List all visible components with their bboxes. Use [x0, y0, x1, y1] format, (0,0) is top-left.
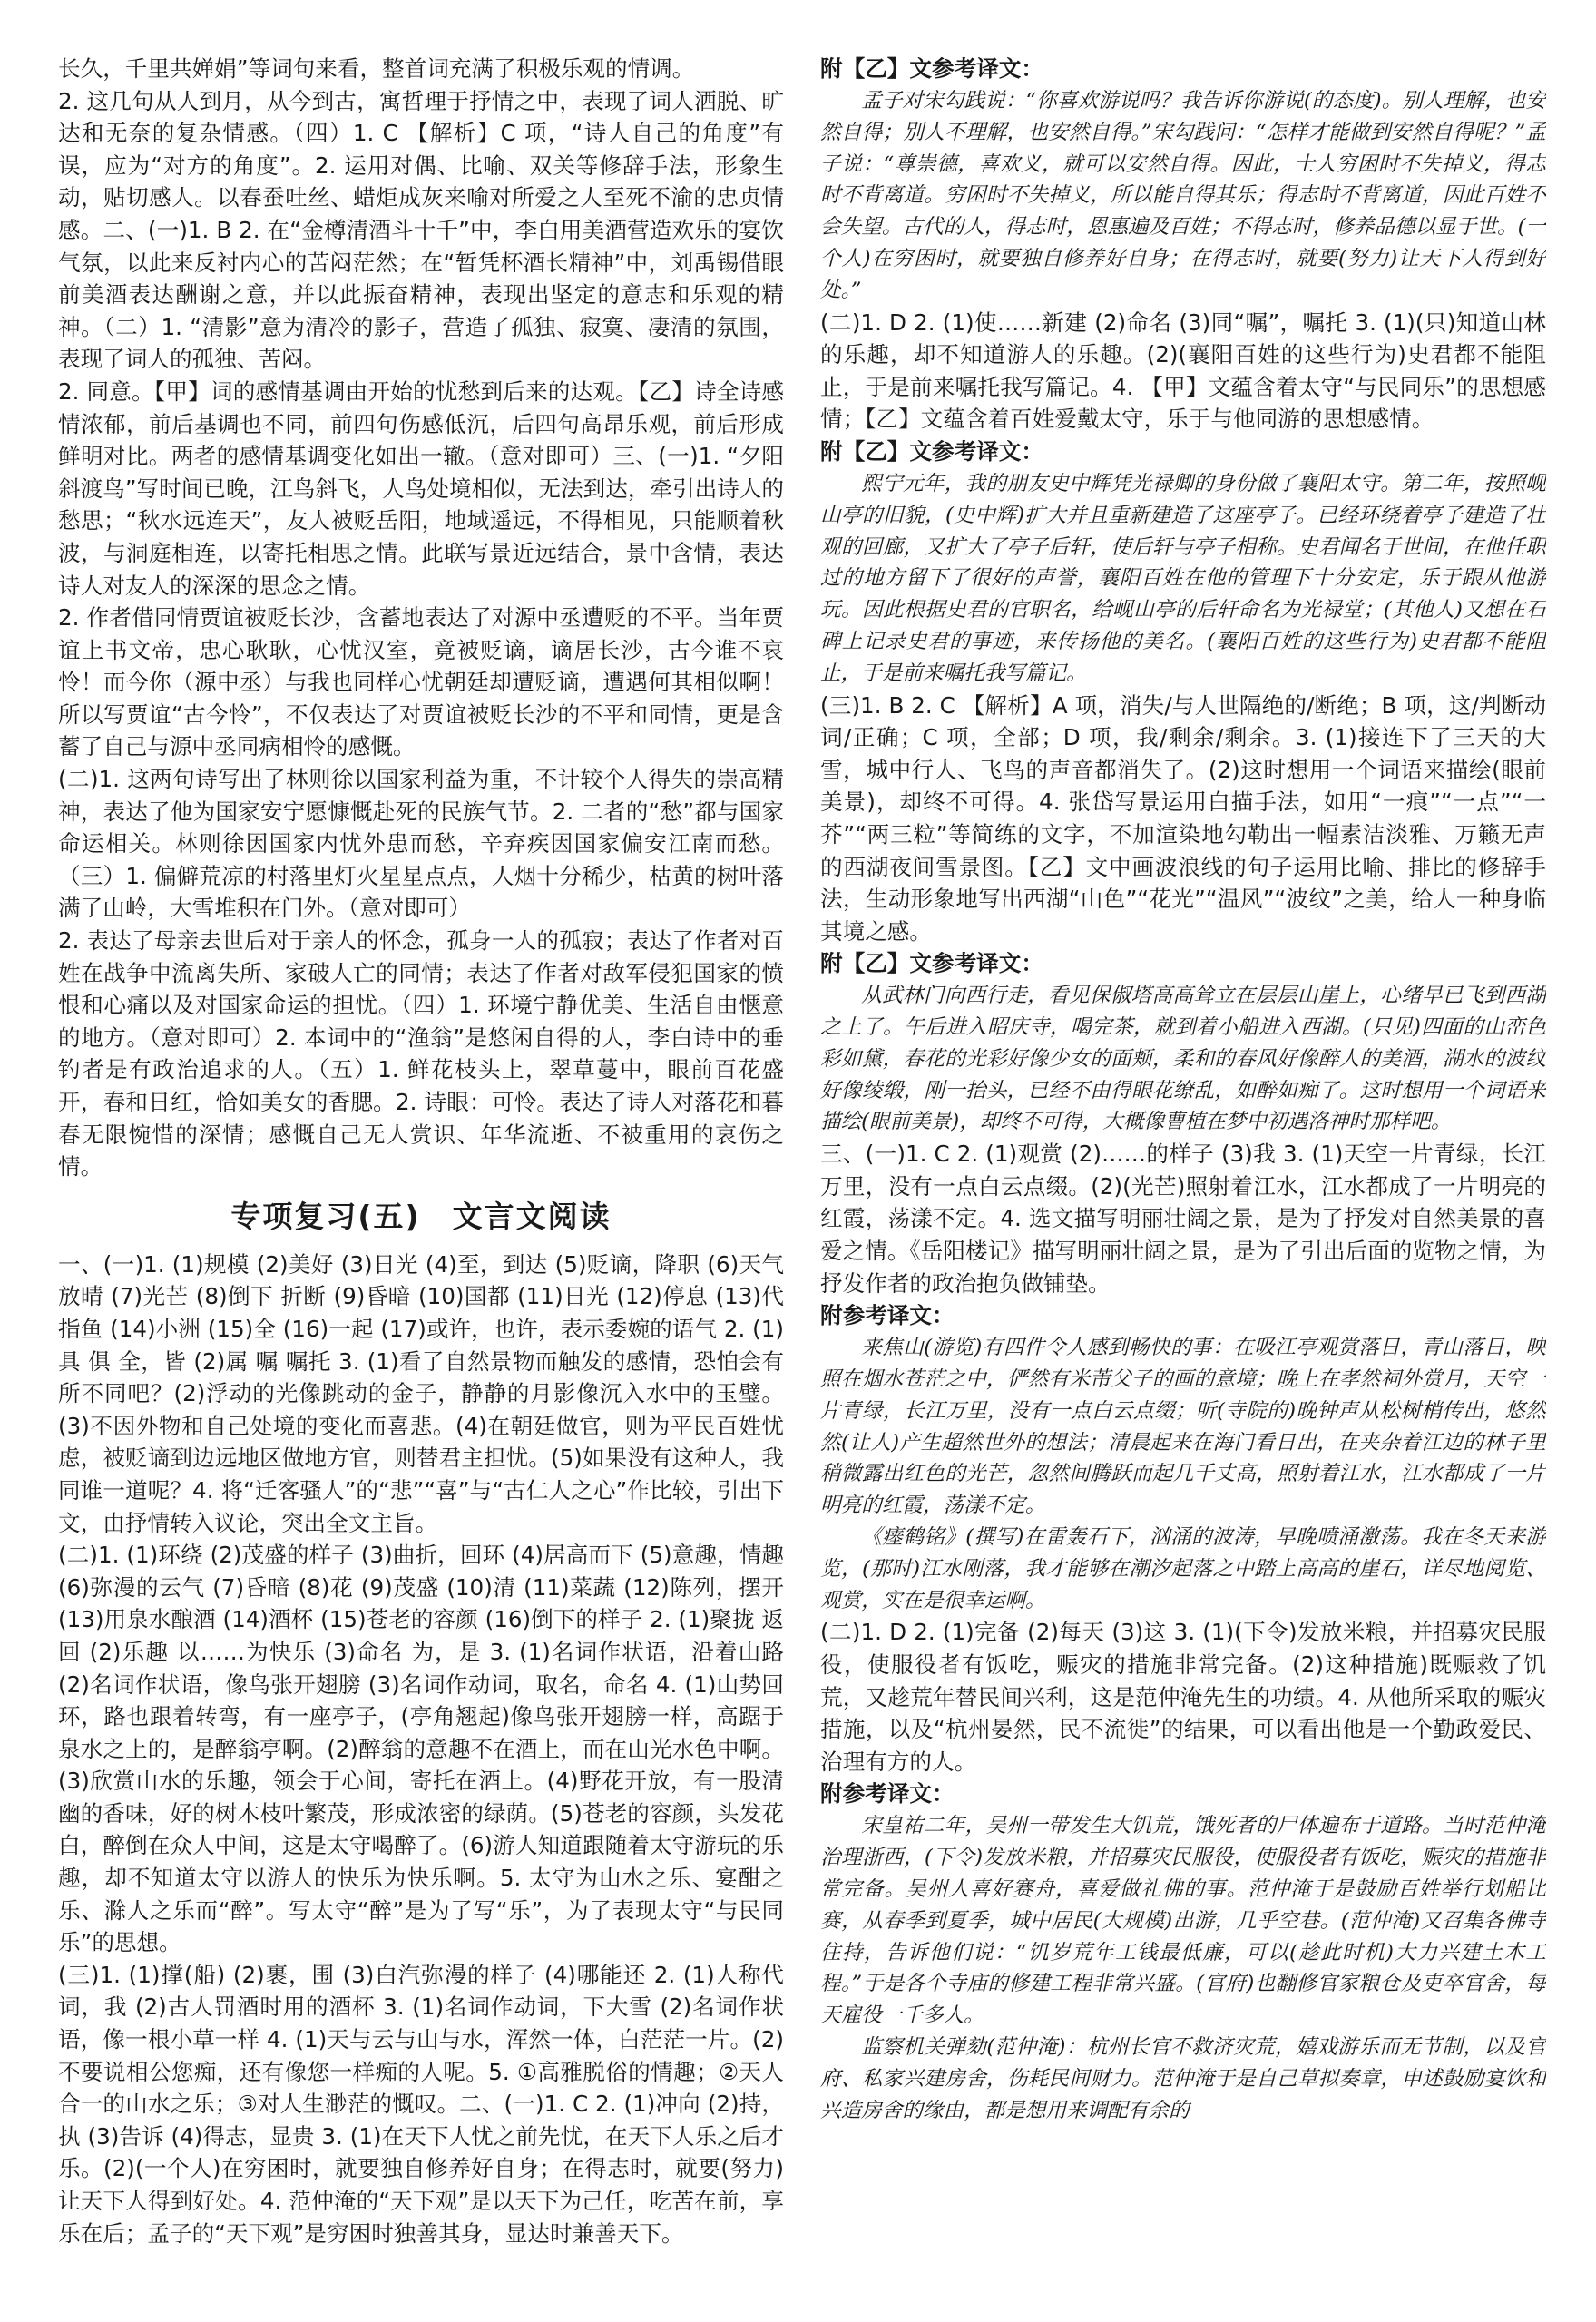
translation-label: 附参考译文：	[820, 1302, 955, 1329]
left-column	[58, 53, 784, 2303]
translation-paragraph: 熙宁元年，我的朋友史中辉凭光禄卿的身份做了襄阳太守。第二年，按照岘山亭的旧貌，(史中辉)扩大并且重新建造了这座亭子。已经环绕着亭子建造了壮观的回廊，又扩大了亭子后轩，使后轩与亭子相称。史君闻名于世间，在他任职过的地方留下了很好的声誉，襄阳百姓在他的管理下十分安定，乐于跟从他游玩。因此根据史君的官职名，给岘山亭的后轩命名为光禄堂；(其他人)又想在石碑上记录史君的事迹，来传扬他的美名。(襄阳百姓的这些行为)史君都不能阻止，于是前来嘱托我写篇记。	[820, 471, 1546, 685]
translation-label: 附【乙】文参考译文：	[820, 437, 1043, 465]
answer-paragraph: 2. 同意。【甲】词的感情基调由开始的忧愁到后来的达观。【乙】诗全诗感情浓郁，前后基调也不同，前四句伤感低沉，后四句高昂乐观，前后形成鲜明对比。两者的感情基调变化如出一辙。（意对即可）三、(一)1. “夕阳斜渡鸟”写时间已晚，江鸟斜飞，人鸟处境相似，无法到达，牵引出诗人的愁思；“秋水远连天”，友人被贬岳阳，地域遥远，不得相见，只能顺着秋波，与洞庭相连，以寄托相思之情。此联写景近远结合，景中含情，表达诗人对友人的深深的思念之情。	[58, 377, 784, 599]
answer-paragraph: 三、(一)1. C 2. (1)观赏 (2)……的样子 (3)我 3. (1)天空一片青绿，长江万里，没有一点白云点缀。(2)(光芒)照射着江水，江水都成了一片明亮的红霞，荡漾不定。4. 选文描写明丽壮阔之景，是为了抒发对自然美景的喜爱之情。《岳阳楼记》描写明丽壮阔之景，是为了引出后面的览物之情，为抒发作者的政治抱负做铺垫。	[820, 1141, 1546, 1297]
answer-paragraph: (二)1. (1)环绕 (2)茂盛的样子 (3)曲折，回环 (4)居高而下 (5)意趣，情趣 (6)弥漫的云气 (7)昏暗 (8)花 (9)茂盛 (10)清 (11)菜蔬 (12)陈列，摆开 (13)用泉水酿酒 (14)酒杯 (15)苍老的容颜 (16)倒下的样子 2. (1)聚拢 返回 (2)乐趣 以……为快乐 (3)命名 为，是 3. (1)名词作状语，沿着山路 (2)名词作状语，像鸟张开翅膀 (3)名词作动词，取名，命名 4. (1)山势回环，路也跟着转弯，有一座亭子，(亭角翘起)像鸟张开翅膀一样，高踞于泉水之上的，是醉翁亭啊。(2)醉翁的意趣不在酒上，而在山光水色中啊。(3)欣赏山水的乐趣，领会于心间，寄托在酒上。(4)野花开放，有一股清幽的香味，好的树木枝叶繁茂，形成浓密的绿荫。(5)苍老的容颜，头发花白，醉倒在众人中间，这是太守喝醉了。(6)游人知道跟随着太守游玩的乐趣，却不知道太守以游人的快乐为快乐啊。5. 太守为山水之乐、宴酣之乐、滁人之乐而“醉”。写太守“醉”是为了写“乐”，为了表现太守“与民同乐”的思想。	[58, 1542, 784, 1956]
translation-label: 附【乙】文参考译文：	[820, 55, 1043, 82]
section-title: 专项复习(五) 文言文阅读	[230, 1198, 612, 1234]
answer-paragraph: 2. 表达了母亲去世后对于亲人的怀念，孤身一人的孤寂；表达了作者对百姓在战争中流离失所、家破人亡的同情；表达了作者对敌军侵犯国家的愤恨和心痛以及对国家命运的担忧。（四）1. 环境宁静优美、生活自由惬意的地方。（意对即可）2. 本词中的“渔翁”是悠闲自得的人，李白诗中的垂钓者是有政治追求的人。（五）1. 鲜花枝头上，翠草蔓中，眼前百花盛开，春和日红，恰如美女的香腮。2. 诗眼：可怜。表达了诗人对落花和暮春无限惋惜的深情；感慨自己无人赏识、年华流逝、不被重用的哀伤之情。	[58, 927, 784, 1181]
translation-label: 附参考译文：	[820, 1780, 955, 1808]
answer-paragraph: 2. 这几句从人到月，从今到古，寓哲理于抒情之中，表现了词人洒脱、旷达和无奈的复杂情感。（四）1. C 【解析】C 项，“诗人自己的角度”有误，应为“对方的角度”。2. 运用对偶、比喻、双关等修辞手法，形象生动，贴切感人。以春蚕吐丝、蜡炬成灰来喻对所爱之人至死不渝的忠贞情感。二、(一)1. B 2. 在“金樽清酒斗十千”中，李白用美酒营造欢乐的宴饮气氛，以此来反衬内心的苦闷茫然；在“暂凭杯酒长精神”中，刘禹锡借眼前美酒表达酬谢之意，并以此振奋精神，表现出坚定的意志和乐观的精神。（二）1. “清影”意为清冷的影子，营造了孤独、寂寞、凄清的氛围，表现了词人的孤独、苦闷。	[58, 87, 784, 373]
right-column	[820, 53, 1546, 2303]
answer-paragraph: (二)1. D 2. (1)使……新建 (2)命名 (3)同“嘱”，嘱托 3. (1)(只)知道山林的乐趣，却不知道游人的乐趣。(2)(襄阳百姓的这些行为)史君都不能阻止，于是前来嘱托我写篇记。4. 【甲】文蕴含着太守“与民同乐”的思想感情；【乙】文蕴含着百姓爱戴太守，乐于与他同游的思想感情。	[820, 309, 1546, 433]
translation-label: 附【乙】文参考译文：	[820, 950, 1043, 977]
translation-paragraph: 来焦山(游览)有四件令人感到畅快的事：在吸江亭观赏落日，青山落日，映照在烟水苍茫之中，俨然有米芾父子的画的意境；晚上在孝然祠外赏月，天空一片青绿，长江万里，没有一点白云点缀；听(寺院的)晚钟声从松树梢传出，悠然然(让人)产生超然世外的想法；清晨起来在海门看日出，在夹杂着江边的林子里稍微露出红色的光芒，忽然间腾跃而起几千丈高，照射着江水，江水都成了一片明亮的红霞，荡漾不定。	[820, 1336, 1546, 1518]
translation-paragraph: 监察机关弹劾(范仲淹)：杭州长官不救济灾荒，嬉戏游乐而无节制，以及官府、私家兴建房舍，伤耗民间财力。范仲淹于是自己草拟奏章，申述鼓励宴饮和兴造房舍的缘由，都是想用来调配有余的	[820, 2034, 1546, 2122]
answer-paragraph: 长久，千里共婵娟”等词句来看，整首词充满了积极乐观的情调。	[58, 55, 695, 82]
translation-paragraph: 从武林门向西行走，看见保俶塔高高耸立在层层山崖上，心绪早已飞到西湖之上了。午后进入昭庆寺，喝完茶，就到着小船进入西湖。(只见)四面的山峦色彩如黛，春花的光彩好像少女的面颊，柔和的春风好像醉人的美酒，湖水的波纹好像绫缎，刚一抬头，已经不由得眼花缭乱，如醉如痴了。这时想用一个词语来描绘(眼前美景)，却终不可得，大概像曹植在梦中初遇洛神时那样吧。	[820, 984, 1546, 1134]
answer-paragraph: (三)1. (1)撑(船) (2)裹，围 (3)白汽弥漫的样子 (4)哪能还 2. (1)人称代词，我 (2)古人罚酒时用的酒杯 3. (1)名词作动词，下大雪 (2)名词作状语，像一根小草一样 4. (1)天与云与山与水，浑然一体，白茫茫一片。(2)不要说相公您痴，还有像您一样痴的人呢。5. ①高雅脱俗的情趣；②天人合一的山水之乐；③对人生渺茫的慨叹。二、(一)1. C 2. (1)冲向 (2)持，执 (3)告诉 (4)得志，显贵 3. (1)在天下人忧之前先忧，在天下人乐之后才乐。(2)(一个人)在穷困时，就要独自修养好自身；在得志时，就要(努力)让天下人得到好处。4. 范仲淹的“天下观”是以天下为己任，吃苦在前，享乐在后；孟子的“天下观”是穷困时独善其身，显达时兼善天下。	[58, 1961, 784, 2247]
translation-paragraph: 《瘗鹤铭》(撰写)在雷轰石下，汹涌的波涛，早晚喷涌激荡。我在冬天来游览，(那时)江水刚落，我才能够在潮汐起落之中踏上高高的崖石，详尽地阅览、观赏，实在是很幸运啊。	[820, 1525, 1546, 1612]
answer-paragraph: (三)1. B 2. C 【解析】A 项，消失/与人世隔绝的/断绝；B 项，这/判断动词/正确；C 项，全部；D 项，我/剩余/剩余。3. (1)接连下了三天的大雪，城中行人、飞鸟的声音都消失了。(2)这时想用一个词语来描绘(眼前美景)，却终不可得。4. 张岱写景运用白描手法，如用“一痕”“一点”“一芥”“两三粒”等简练的文字，不加渲染地勾勒出一幅素洁淡雅、万籁无声的西湖夜间雪景图。【乙】文中画波浪线的句子运用比喻、排比的修辞手法，生动形象地写出西湖“山色”“花光”“温风”“波纹”之美，给人一种身临其境之感。	[820, 691, 1546, 945]
answer-paragraph: 一、(一)1. (1)规模 (2)美好 (3)日光 (4)至，到达 (5)贬谪，降职 (6)天气放晴 (7)光芒 (8)倒下 折断 (9)昏暗 (10)国都 (11)日光 (12)停息 (13)代指鱼 (14)小洲 (15)全 (16)一起 (17)或许，也许，表示委婉的语气 2. (1)具 俱 全，皆 (2)属 嘱 嘱托 3. (1)看了自然景物而触发的感情，恐怕会有所不同吧？(2)浮动的光像跳动的金子，静静的月影像沉入水中的玉璧。(3)不因外物和自己处境的变化而喜悲。(4)在朝廷做官，则为平民百姓忧虑，被贬谪到边远地区做地方官，则替君主担忧。(5)如果没有这种人，我同谁一道呢？4. 将“迁客骚人”的“悲”“喜”与“古仁人之心”作比较，引出下文，由抒情转入议论，突出全文主旨。	[58, 1250, 784, 1536]
translation-paragraph: 孟子对宋勾践说：“你喜欢游说吗？我告诉你游说(的态度)。别人理解，也安然自得；别人不理解，也安然自得。”宋勾践问：“怎样才能做到安然自得呢？”孟子说：“尊崇德，喜欢义，就可以安然自得。因此，士人穷困时不失掉义，得志时不背离道。穷困时不失掉义，所以能自得其乐；得志时不背离道，因此百姓不会失望。古代的人，得志时，恩惠遍及百姓；不得志时，修养品德以显于世。(一个人)在穷困时，就要独自修养好自身；在得志时，就要(努力)让天下人得到好处。”	[820, 89, 1546, 302]
answer-paragraph: 2. 作者借同情贾谊被贬长沙，含蓄地表达了对源中丞遭贬的不平。当年贾谊上书文帝，忠心耿耿，心忧汉室，竟被贬谪，谪居长沙，古今谁不哀怜！而今你（源中丞）与我也同样心忧朝廷却遭贬谪，遭遇何其相似啊！所以写贾谊“古今怜”，不仅表达了对贾谊被贬长沙的不平和同情，更是含蓄了自己与源中丞同病相怜的感慨。	[58, 604, 784, 760]
translation-paragraph: 宋皇祐二年，吴州一带发生大饥荒，饿死者的尸体遍布于道路。当时范仲淹治理浙西，(下令)发放米粮，并招募灾民服役，使服役者有饭吃，赈灾的措施非常完备。吴州人喜好赛舟，喜爱做礼佛的事。范仲淹于是鼓励百姓举行划船比赛，从春季到夏季，城中居民(大规模)出游，几乎空巷。(范仲淹)又召集各佛寺住持，告诉他们说：“饥岁荒年工钱最低廉，可以(趁此时机)大力兴建土木工程。”于是各个寺庙的修建工程非常兴盛。(官府)也翻修官家粮仓及吏卒官舍，每天雇役一千多人。	[820, 1814, 1546, 2028]
answer-paragraph: (二)1. D 2. (1)完备 (2)每天 (3)这 3. (1)(下令)发放米粮，并招募灾民服役，使服役者有饭吃，赈灾的措施非常完备。(2)这种措施)既赈救了饥荒，又趁荒年替民间兴利，这是范仲淹先生的功绩。4. 从他所采取的赈灾措施，以及“杭州晏然，民不流徙”的结果，可以看出他是一个勤政爱民、治理有方的人。	[820, 1619, 1546, 1775]
answer-paragraph: (二)1. 这两句诗写出了林则徐以国家利益为重，不计较个人得失的崇高精神，表达了他为国家安宁愿慷慨赴死的民族气节。2. 二者的“愁”都与国家命运相关。林则徐因国家内忧外患而愁，辛弃疾因国家偏安江南而愁。（三）1. 偏僻荒凉的村落里灯火星星点点，人烟十分稀少，枯黄的树叶落满了山岭，大雪堆积在门外。（意对即可）	[58, 766, 784, 922]
